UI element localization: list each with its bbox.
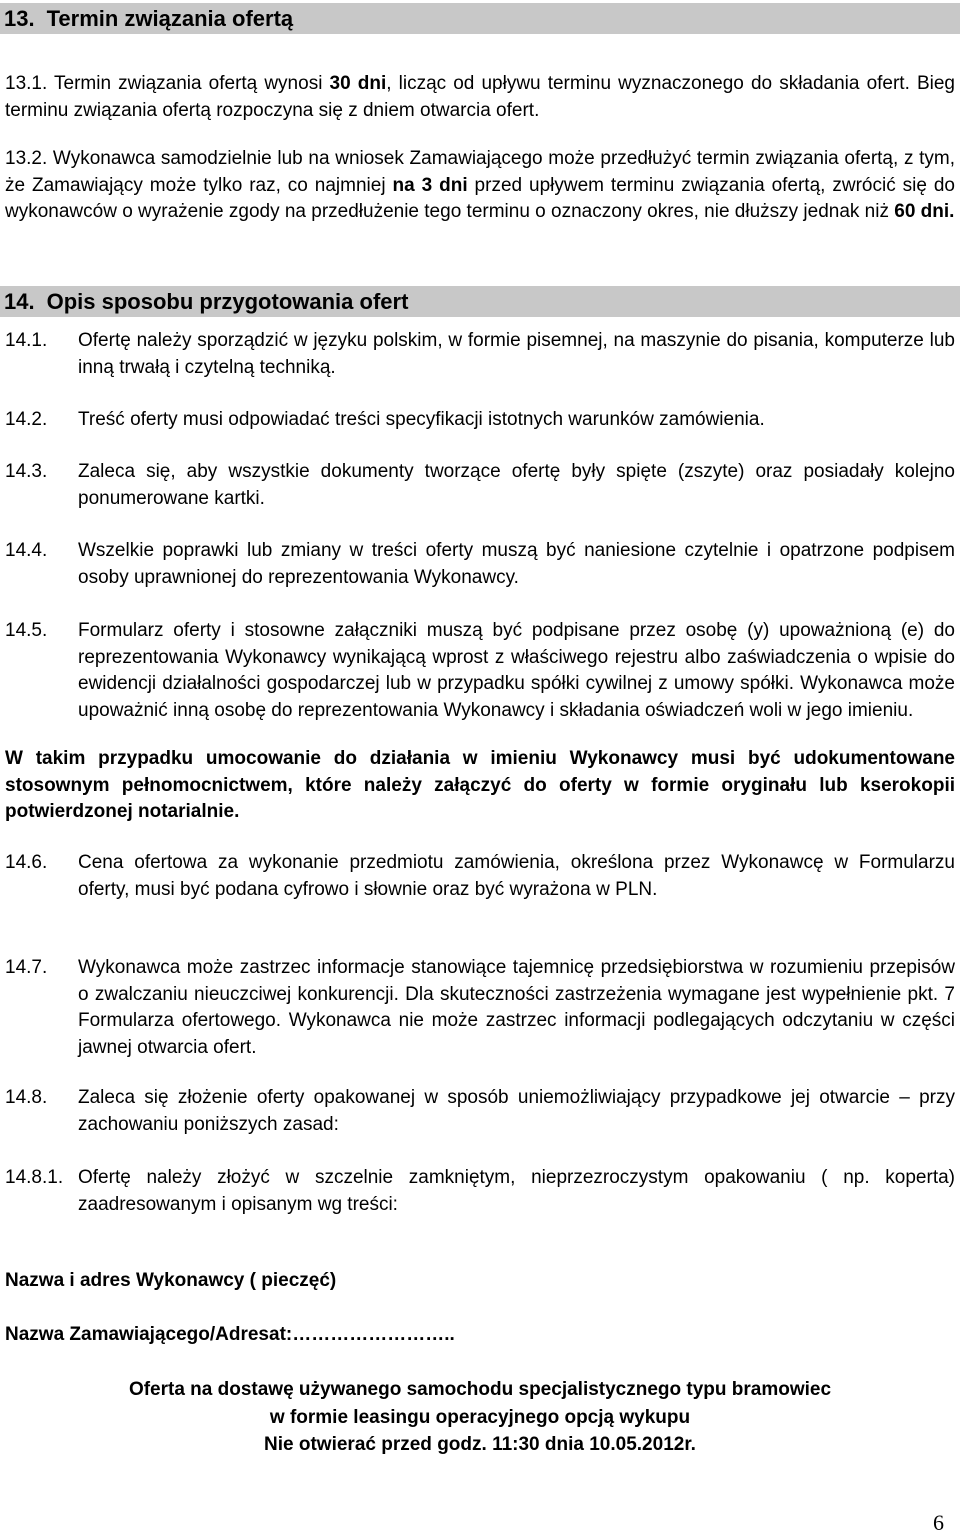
item-14-2 bbox=[5, 407, 955, 434]
bold-text: 30 dni bbox=[329, 73, 387, 94]
item-number: 14.8. bbox=[5, 1087, 48, 1108]
item-number: 14.3. bbox=[5, 461, 48, 482]
item-text: Ofertę należy sporządzić w języku polskim, w formie pisemnej, na maszynie do pisania, komputerze lub inną trwałą i czytelną techniką. bbox=[78, 330, 955, 378]
item-14-7 bbox=[5, 955, 955, 1061]
item-text: Zaleca się złożenie oferty opakowanej w sposób uniemożliwiający przypadkowe jej otwarcie – przy zachowaniu poniższych zasad: bbox=[78, 1087, 955, 1135]
item-14-5-bold-note: W takim przypadku umocowanie do działania w imieniu Wykonawcy musi być udokumentowane stosownym pełnomocnictwem, które należy załączyć do oferty w formie oryginału lub kserokopii potwierdzonej notarialnie. bbox=[5, 748, 955, 822]
bold-text: 60 dni. bbox=[894, 201, 955, 222]
item-text: Treść oferty musi odpowiadać treści specyfikacji istotnych warunków zamówienia. bbox=[78, 409, 765, 430]
text: 13.2. Wykonawca samodzielnie lub na wniosek Zamawiającego może przedłużyć termin związania ofertą, z tym, że Zamawiający może tylko raz, co najmniej bbox=[5, 148, 955, 196]
item-text: Ofertę należy złożyć w szczelnie zamkniętym, nieprzezroczystym opakowaniu ( np. koperta) zaadresowanym i opisanym wg treści: bbox=[78, 1167, 955, 1215]
item-14-6 bbox=[5, 850, 955, 903]
item-14-8-1 bbox=[5, 1165, 955, 1218]
paragraph-13-2 bbox=[5, 146, 955, 226]
item-number: 14.1. bbox=[5, 330, 48, 351]
section-title: Opis sposobu przygotowania ofert bbox=[46, 289, 409, 314]
item-number: 14.5. bbox=[5, 620, 48, 641]
item-number: 14.2. bbox=[5, 409, 48, 430]
item-number: 14.7. bbox=[5, 957, 48, 978]
envelope-addressee-line: Nazwa Zamawiającego/Adresat:…………………….. bbox=[5, 1324, 455, 1345]
item-14-1 bbox=[5, 328, 955, 381]
item-text: Wykonawca może zastrzec informacje stanowiące tajemnicę przedsiębiorstwa w rozumieniu przepisów o zwalczaniu nieuczciwej konkurencji. Dla skuteczności zastrzeżenia wymagane jest wypełnienie pkt. 7 Formularza ofertowego. Wykonawca nie może zastrzec informacji podlegających odczytaniu w części jawnej otwarcia ofert. bbox=[78, 957, 955, 1058]
item-14-3 bbox=[5, 459, 955, 512]
envelope-contractor-line: Nazwa i adres Wykonawcy ( pieczęć) bbox=[5, 1270, 337, 1291]
item-number: 14.8.1. bbox=[5, 1167, 64, 1188]
item-14-8 bbox=[5, 1085, 955, 1138]
item-number: 14.6. bbox=[5, 852, 48, 873]
section-number: 13. bbox=[4, 6, 35, 31]
paragraph-13-1 bbox=[5, 71, 955, 124]
item-text: Formularz oferty i stosowne załączniki muszą być podpisane przez osobę (y) upoważnioną (e) do reprezentowania Wykonawcy wynikającą wprost z właściwego rejestru albo zaświadczenia o wpisie do ewidencji działalności gospodarczej lub w przypadku spółki cywilnej z umowy spółki. Wykonawca może upoważnić inną osobę do reprezentowania Wykonawcy i składania oświadczeń woli w jego imieniu. bbox=[78, 620, 955, 721]
text: 13.1. Termin związania ofertą wynosi bbox=[5, 73, 330, 94]
section-13-heading bbox=[0, 3, 960, 34]
item-text: Wszelkie poprawki lub zmiany w treści oferty muszą być naniesione czytelnie i opatrzone podpisem osoby uprawnionej do reprezentowania Wykonawcy. bbox=[78, 540, 955, 588]
item-text: Cena ofertowa za wykonanie przedmiotu zamówienia, określona przez Wykonawcę w Formularzu oferty, musi być podana cyfrowo i słownie oraz być wyrażona w PLN. bbox=[78, 852, 955, 900]
item-number: 14.4. bbox=[5, 540, 48, 561]
section-14-heading bbox=[0, 286, 960, 317]
envelope-title-line-1: Oferta na dostawę używanego samochodu specjalistycznego typu bramowiec bbox=[128, 1379, 832, 1400]
bold-text: na 3 dni bbox=[392, 174, 468, 196]
text: , licząc od upływu terminu wyznaczonego do składania ofert. Bieg terminu związania ofertą rozpoczyna się z dniem otwarcia ofert. bbox=[5, 73, 955, 121]
section-title: Termin związania ofertą bbox=[46, 6, 294, 31]
section-number: 14. bbox=[4, 289, 35, 314]
page-number: 6 bbox=[933, 1510, 944, 1535]
envelope-title-line-2: w formie leasingu operacyjnego opcją wykupu bbox=[269, 1407, 691, 1428]
item-14-4 bbox=[5, 538, 955, 591]
item-text: Zaleca się, aby wszystkie dokumenty tworzące ofertę były spięte (zszyte) oraz posiadały kolejno ponumerowane kartki. bbox=[78, 461, 955, 509]
text: przed upływem terminu związania ofertą, zwrócić się do wykonawców o wyrażenie zgody na przedłużenie tego terminu o oznaczony okres, nie dłuższy jednak niż bbox=[5, 174, 955, 222]
envelope-do-not-open: Nie otwierać przed godz. 11:30 dnia 10.05.2012r. bbox=[264, 1434, 696, 1455]
item-14-5 bbox=[5, 618, 955, 724]
